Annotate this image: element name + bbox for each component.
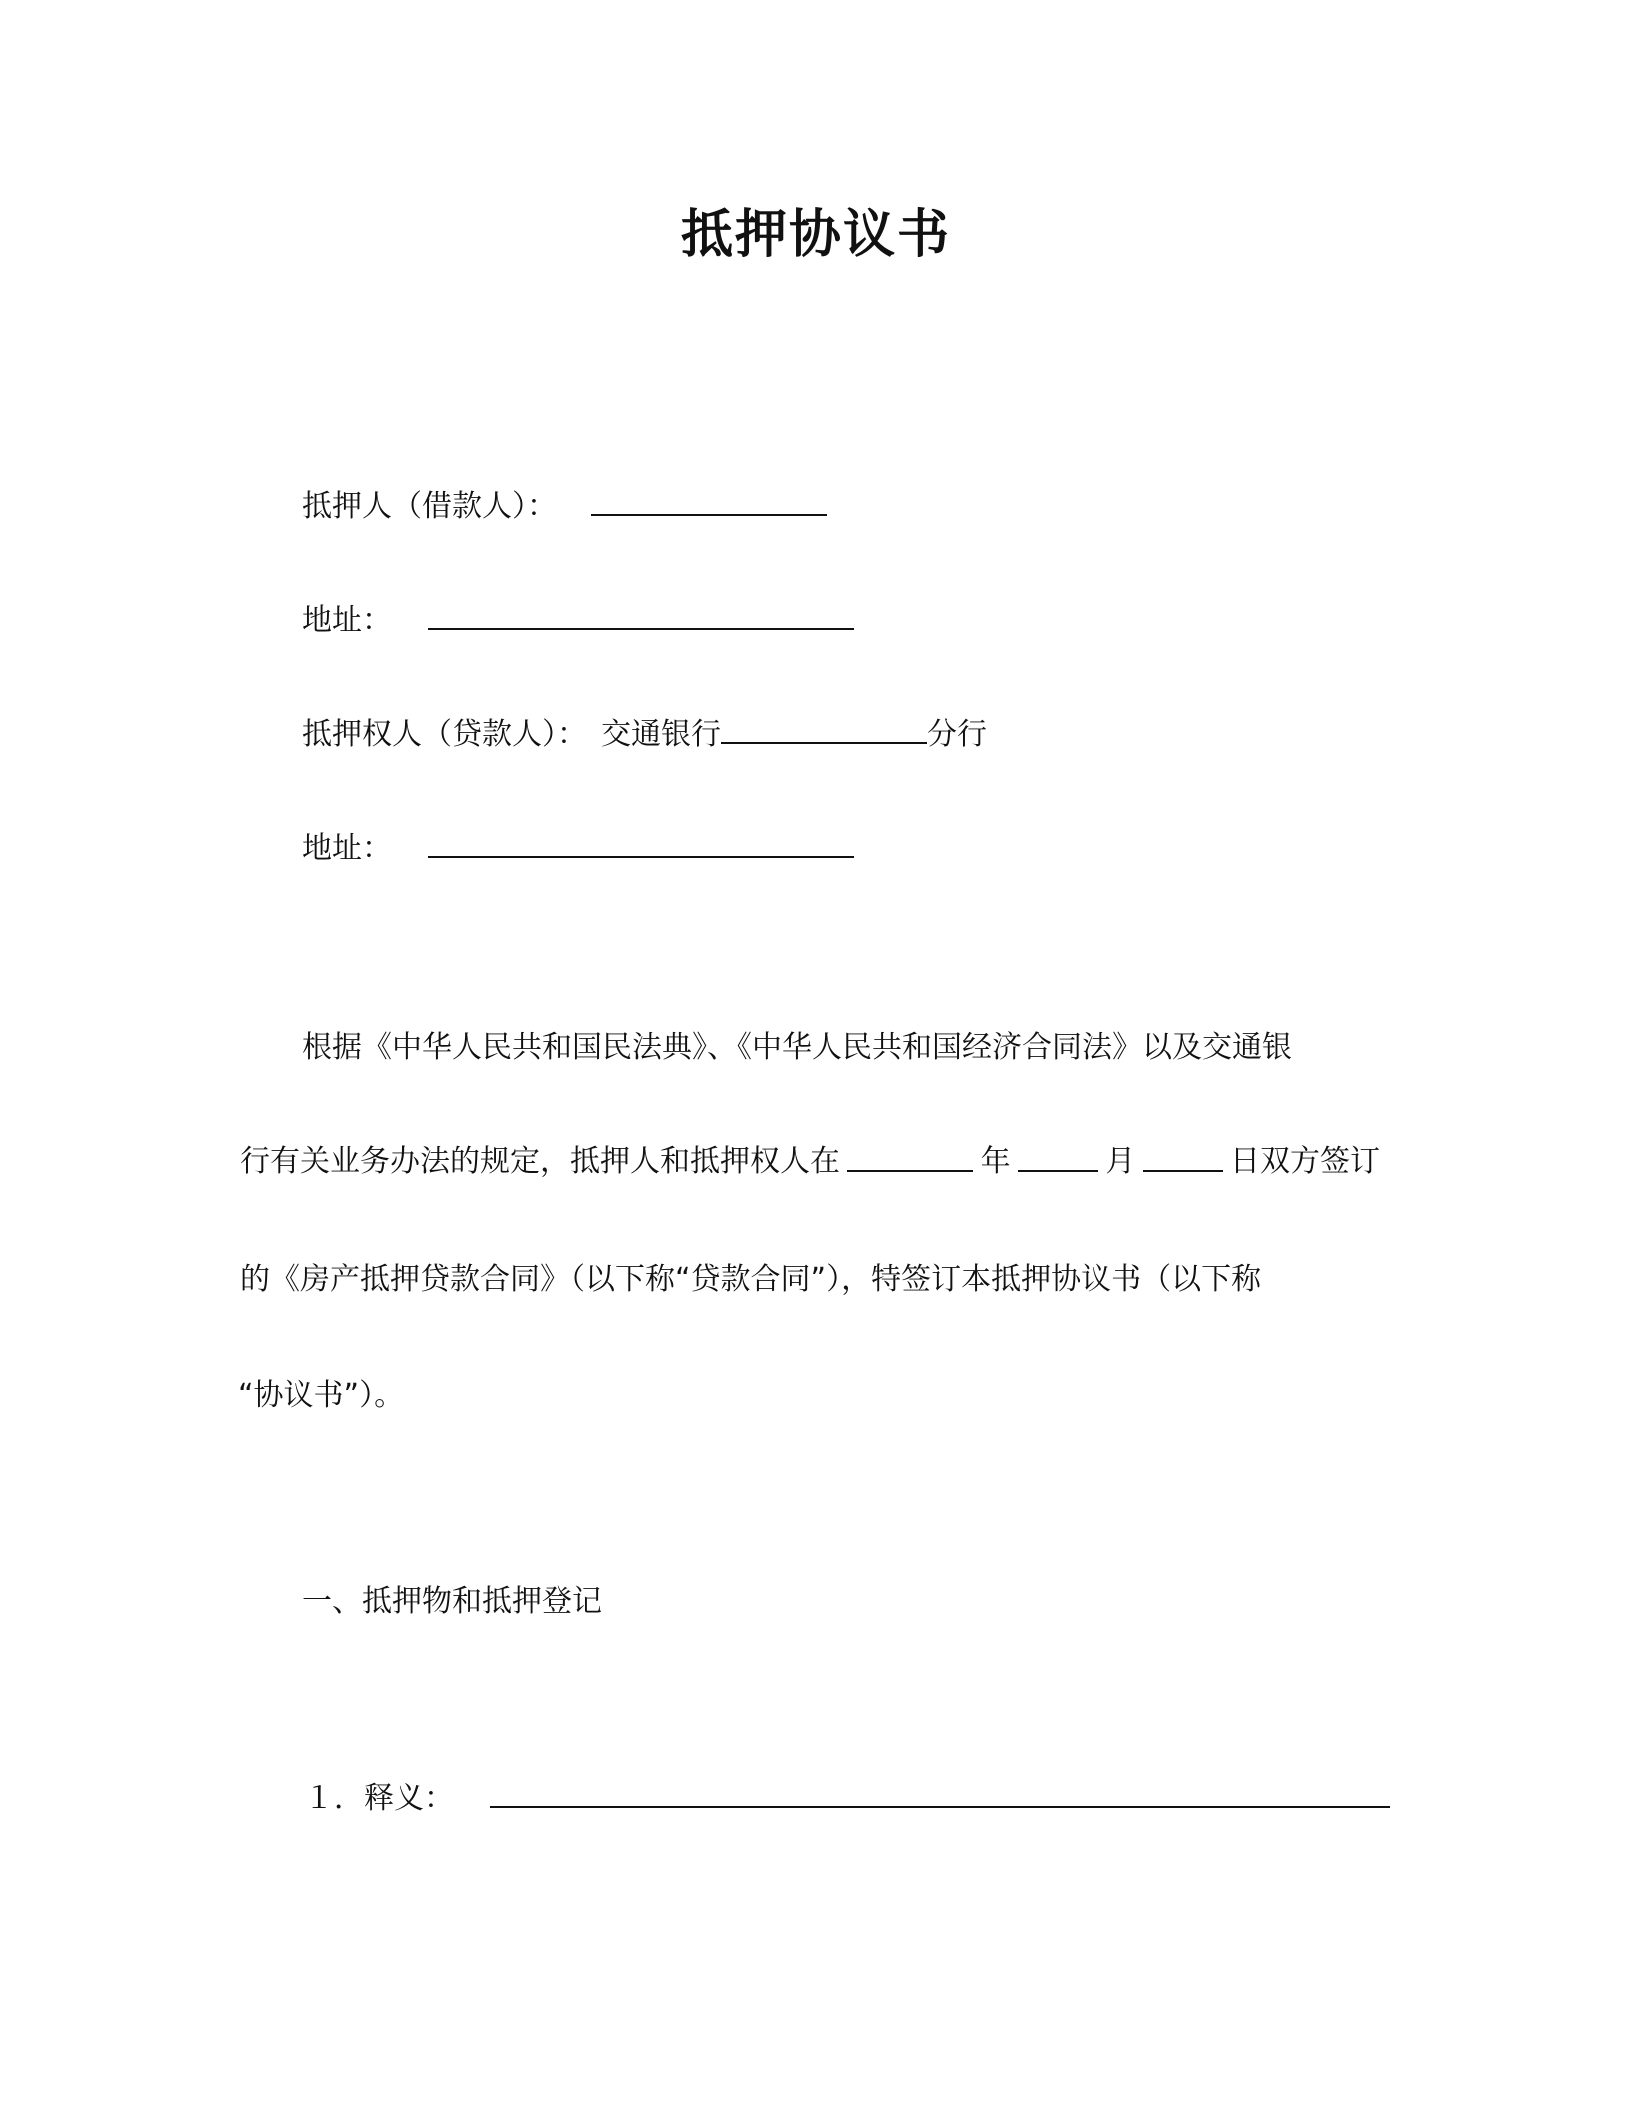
- preamble-line-2-prefix: 行有关业务办法的规定，抵押人和抵押权人在: [240, 1144, 840, 1179]
- definitions-blank[interactable]: [490, 1776, 1390, 1808]
- section-1-heading: 一、抵押物和抵押登记: [302, 1584, 602, 1619]
- mortgagee-address-blank[interactable]: [428, 826, 854, 858]
- mortgagee-branch-blank[interactable]: [721, 712, 927, 744]
- mortgagor-blank[interactable]: [591, 484, 827, 516]
- day-blank[interactable]: [1143, 1140, 1223, 1172]
- month-label: 月: [1105, 1144, 1136, 1179]
- mortgagee-line: [302, 712, 987, 757]
- mortgagee-label: 抵押权人（贷款人）：: [302, 717, 587, 752]
- preamble-line-4: “协议书”）。: [238, 1378, 405, 1413]
- mortgagor-line: [302, 484, 827, 529]
- preamble-line-3: 的《房产抵押贷款合同》（以下称“贷款合同”），特签订本抵押协议书（以下称: [240, 1262, 1262, 1297]
- mortgagee-bank: 交通银行: [601, 717, 721, 752]
- preamble-line-2: [240, 1140, 1380, 1184]
- mortgagee-address-label: 地址：: [302, 831, 392, 866]
- year-blank[interactable]: [847, 1140, 973, 1172]
- year-label: 年: [980, 1144, 1011, 1179]
- preamble-line-1: 根据《中华人民共和国民法典》、《中华人民共和国经济合同法》以及交通银: [302, 1030, 1292, 1065]
- section-1-item-1: [304, 1776, 1390, 1821]
- month-blank[interactable]: [1018, 1140, 1098, 1172]
- mortgagor-address-line: [302, 598, 854, 643]
- mortgagee-address-line: [302, 826, 854, 871]
- day-suffix: 日双方签订: [1229, 1144, 1380, 1179]
- mortgagee-branch-suffix: 分行: [927, 717, 987, 752]
- document-title: 抵押协议书: [680, 205, 951, 265]
- mortgagor-label: 抵押人（借款人）：: [302, 489, 557, 524]
- mortgagor-address-label: 地址：: [302, 603, 392, 638]
- mortgagor-address-blank[interactable]: [428, 598, 854, 630]
- definitions-label: １．释义：: [304, 1781, 454, 1816]
